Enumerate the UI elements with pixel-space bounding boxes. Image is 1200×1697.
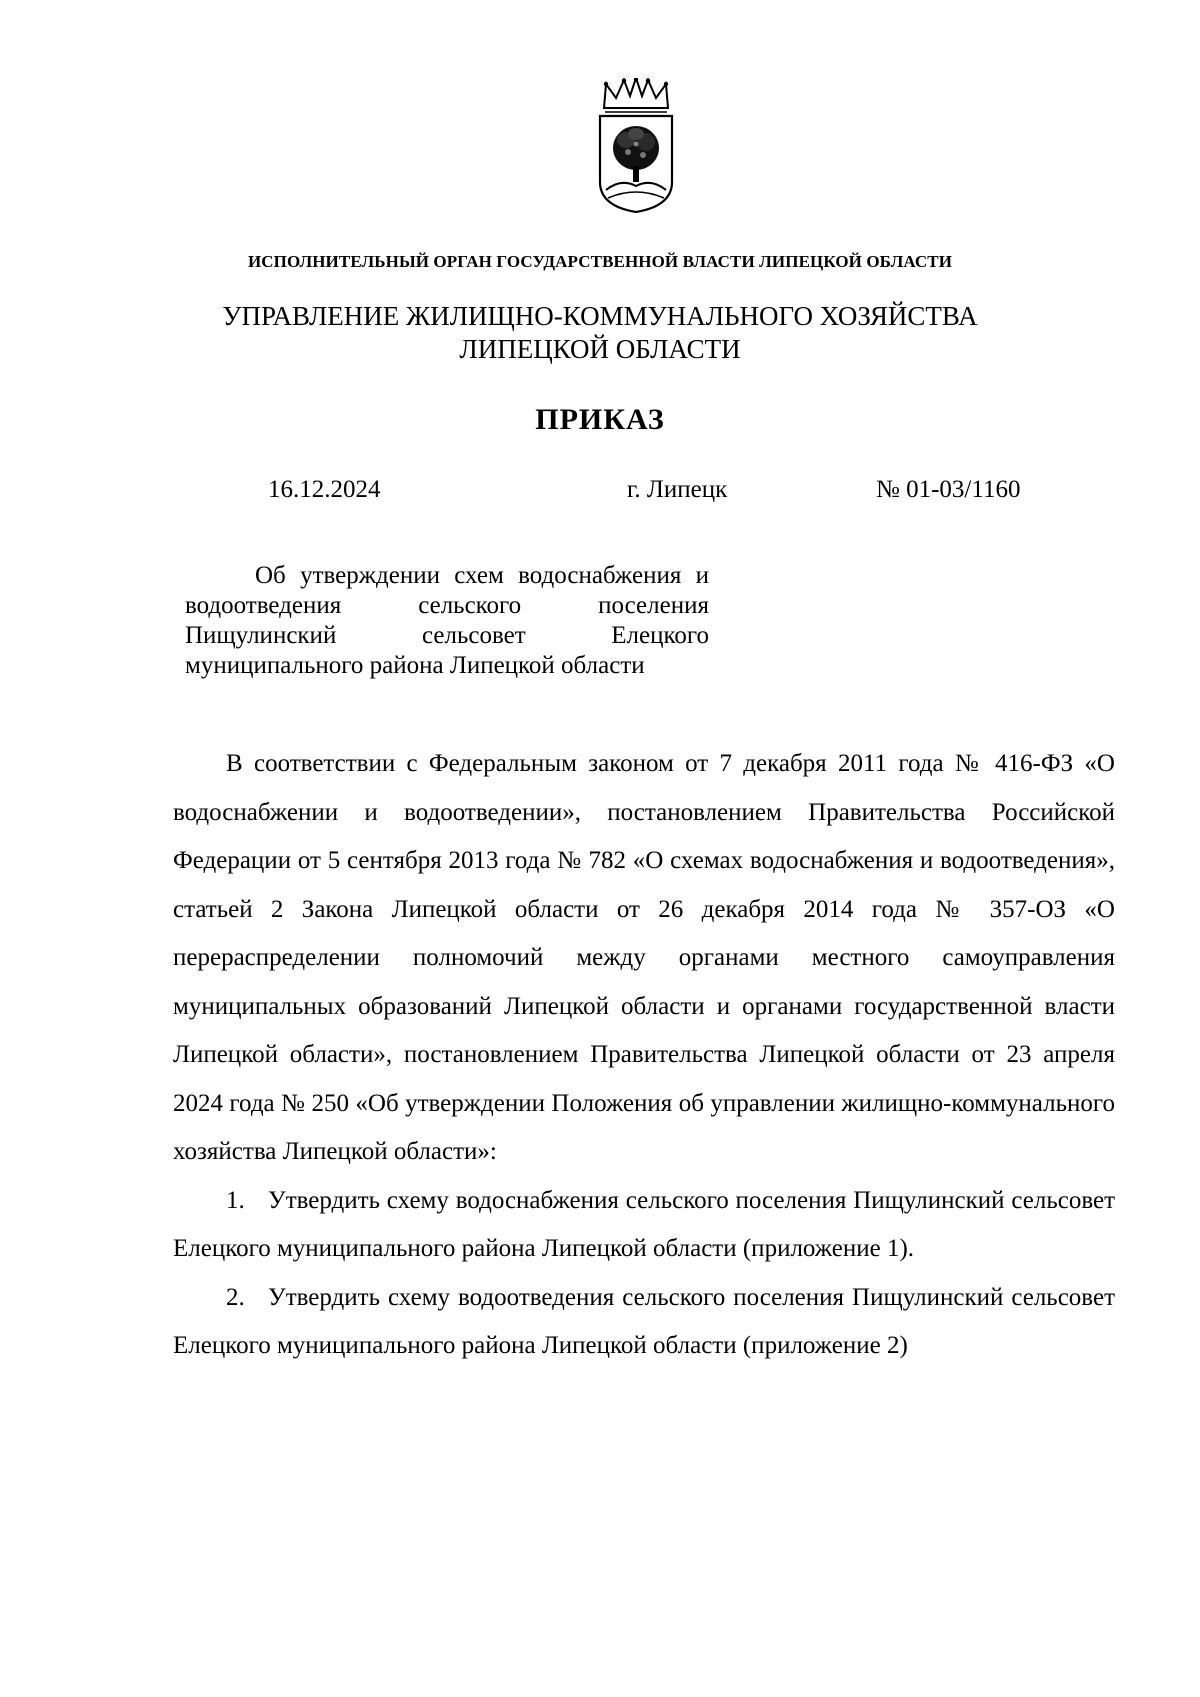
clause-number: 1. <box>226 1186 245 1214</box>
document-city: г. Липецк <box>627 476 728 503</box>
order-clause-1 <box>173 1177 1115 1274</box>
clause-number: 2. <box>226 1283 245 1311</box>
clause-text: Утвердить схему водоотведения сельского поселения Пищулинский сельсовет Елецкого муниципального района Липецкой области (приложение 2) <box>173 1283 1115 1359</box>
document-type: ПРИКАЗ <box>535 403 665 436</box>
document-body <box>173 740 1115 1371</box>
coat-of-arms-icon <box>596 78 676 213</box>
document-number: № 01-03/1160 <box>876 476 1021 503</box>
issuing-authority: ИСПОЛНИТЕЛЬНЫЙ ОРГАН ГОСУДАРСТВЕННОЙ ВЛАСТИ ЛИПЕЦКОЙ ОБЛАСТИ <box>247 252 953 271</box>
department-title-line-1: УПРАВЛЕНИЕ ЖИЛИЩНО-КОММУНАЛЬНОГО ХОЗЯЙСТВА <box>222 301 978 331</box>
department-title <box>0 300 1200 366</box>
clause-text: Утвердить схему водоснабжения сельского поселения Пищулинский сельсовет Елецкого муниципального района Липецкой области (приложение 1). <box>173 1186 1115 1262</box>
department-title-line-2: ЛИПЕЦКОЙ ОБЛАСТИ <box>459 334 741 364</box>
order-clause-2 <box>173 1274 1115 1371</box>
preamble-paragraph: В соответствии с Федеральным законом от 7 декабря 2011 года № 416-ФЗ «О водоснабжении и водоотведении», постановлением Правительства Российской Федерации от 5 сентября 2013 года № 782 «О схемах водоснабжения и водоотведения», статьей 2 Закона Липецкой области от 26 декабря 2014 года № 357-ОЗ «О перераспределении полномочий между органами местного самоуправления муниципальных образований Липецкой области и органами государственной власти Липецкой области», постановлением Правительства Липецкой области от 23 апреля 2024 года № 250 «Об утверждении Положения об управлении жилищно-коммунального хозяйства Липецкой области»: <box>173 750 1115 1165</box>
document-date: 16.12.2024 <box>268 476 381 503</box>
document-subject: Об утверждении схем водоснабжения и водоотведения сельского поселения Пищулинский сельсовет Елецкого муниципального района Липецкой области <box>185 562 709 679</box>
